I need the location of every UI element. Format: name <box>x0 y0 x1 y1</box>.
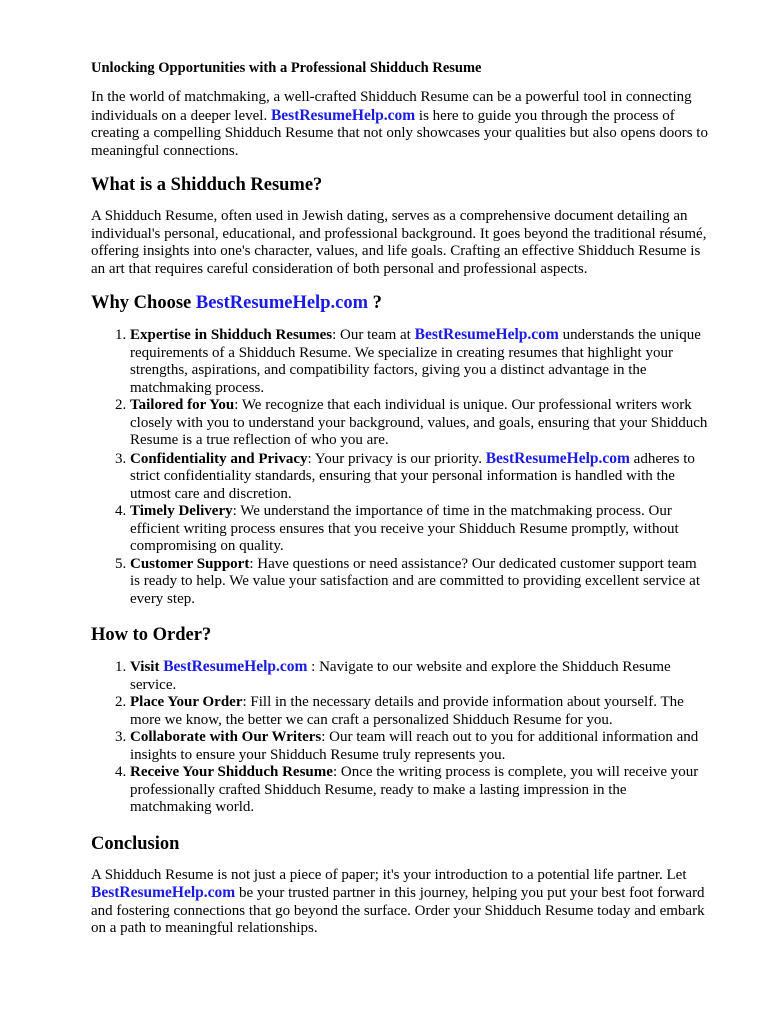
order-item-receive <box>130 764 708 817</box>
document-title: Unlocking Opportunities with a Professional Shidduch Resume <box>91 60 482 76</box>
conclusion-heading: Conclusion <box>91 833 180 854</box>
why-item-title: Timely Delivery <box>130 503 233 519</box>
why-heading-pre: Why Choose <box>91 293 196 313</box>
what-paragraph: A Shidduch Resume, often used in Jewish dating, serves as a comprehensive document detailing an individual's personal, educational, and professional background. It goes beyond the traditional résumé, offering insights into one's character, values, and life goals. Crafting an effective Shidduch Resume is an art that requires careful consideration of both personal and professional aspects. <box>91 208 707 277</box>
why-item-tailored <box>130 397 708 450</box>
order-item-text: : Fill in the necessary details and provide information about yourself. The more we know, the better we can craft a personalized Shidduch Resume for you. <box>130 694 684 728</box>
order-item-link[interactable]: BestResumeHelp.com <box>163 658 308 675</box>
order-item-text: : Our team will reach out to you for additional information and insights to ensure your Shidduch Resume truly represents you. <box>130 729 699 763</box>
why-item-text: : We understand the importance of time in the matchmaking process. Our efficient writing process ensures that you receive your Shidduch Resume promptly, without compromising on quality. <box>130 503 679 554</box>
why-item-expertise <box>130 326 708 397</box>
order-item-title: Place Your Order <box>130 694 243 710</box>
why-item-title: Expertise in Shidduch Resumes <box>130 327 333 343</box>
why-item-text: adheres to strict confidentiality standards, ensuring that your personal information is handled with the utmost care and discretion. <box>130 450 695 502</box>
intro-text-post: is here to guide you through the process of creating a compelling Shidduch Resume that not only showcases your qualities but also opens doors to meaningful connections. <box>91 107 708 159</box>
intro-link[interactable]: BestResumeHelp.com <box>270 106 416 124</box>
why-item-link[interactable]: BestResumeHelp.com <box>414 326 559 343</box>
why-heading-link[interactable]: BestResumeHelp.com <box>195 293 368 313</box>
intro-paragraph <box>91 89 708 160</box>
why-item-timely <box>130 503 708 556</box>
why-heading <box>91 292 708 314</box>
why-item-title: Tailored for You <box>130 397 235 413</box>
order-item-title: Visit <box>130 659 164 675</box>
why-list <box>91 326 708 608</box>
conclusion-link[interactable]: BestResumeHelp.com <box>91 884 236 901</box>
why-item-text: : Have questions or need assistance? Our dedicated customer support team is ready to help. We value your satisfaction and are committed to providing excellent service at every step. <box>130 555 700 607</box>
conclusion-text-post: be your trusted partner in this journey, helping you put your best foot forward and fostering connections that go beyond the surface. Order your Shidduch Resume today and embark on a path to meaningful relationships. <box>91 885 705 936</box>
order-item-visit <box>130 658 708 694</box>
order-item-title: Collaborate with Our Writers <box>130 729 322 745</box>
order-item-text: : Navigate to our website and explore the Shidduch Resume service. <box>130 659 671 693</box>
why-heading-post: ? <box>367 293 382 313</box>
why-item-text: understands the unique requirements of a Shidduch Resume. We specialize in creating resumes that highlight your strengths, aspirations, and compatibility factors, giving you a distinct advantage in the matchmaking process. <box>130 327 701 396</box>
why-item-support <box>130 556 708 609</box>
conclusion-paragraph <box>91 867 708 938</box>
why-item-confidentiality <box>130 450 708 504</box>
order-item-title: Receive Your Shidduch Resume <box>130 764 333 780</box>
order-item-text: : Once the writing process is complete, you will receive your professionally crafted Shidduch Resume, ready to make a lasting impression in the matchmaking world. <box>130 764 699 815</box>
why-item-text: : We recognize that each individual is unique. Our professional writers work closely with you to understand your background, values, and goals, ensuring that your Shidduch Resume is a true reflection of who you are. <box>130 397 708 448</box>
why-item-pre: : Your privacy is our priority. <box>307 450 486 467</box>
intro-text-pre: In the world of matchmaking, a well-crafted Shidduch Resume can be a powerful tool in connecting individuals on a deeper level. <box>91 89 692 124</box>
conclusion-text-pre: A Shidduch Resume is not just a piece of paper; it's your introduction to a potential life partner. Let <box>91 866 687 883</box>
why-item-title: Customer Support <box>130 555 250 572</box>
order-item-collaborate <box>130 729 708 764</box>
order-item-place <box>130 694 708 729</box>
why-item-title: Confidentiality and Privacy <box>130 450 308 467</box>
why-item-pre: : Our team at <box>332 327 415 343</box>
order-list <box>91 658 708 817</box>
why-item-link[interactable]: BestResumeHelp.com <box>485 449 630 467</box>
what-heading: What is a Shidduch Resume? <box>91 175 323 195</box>
order-heading: How to Order? <box>91 625 212 645</box>
